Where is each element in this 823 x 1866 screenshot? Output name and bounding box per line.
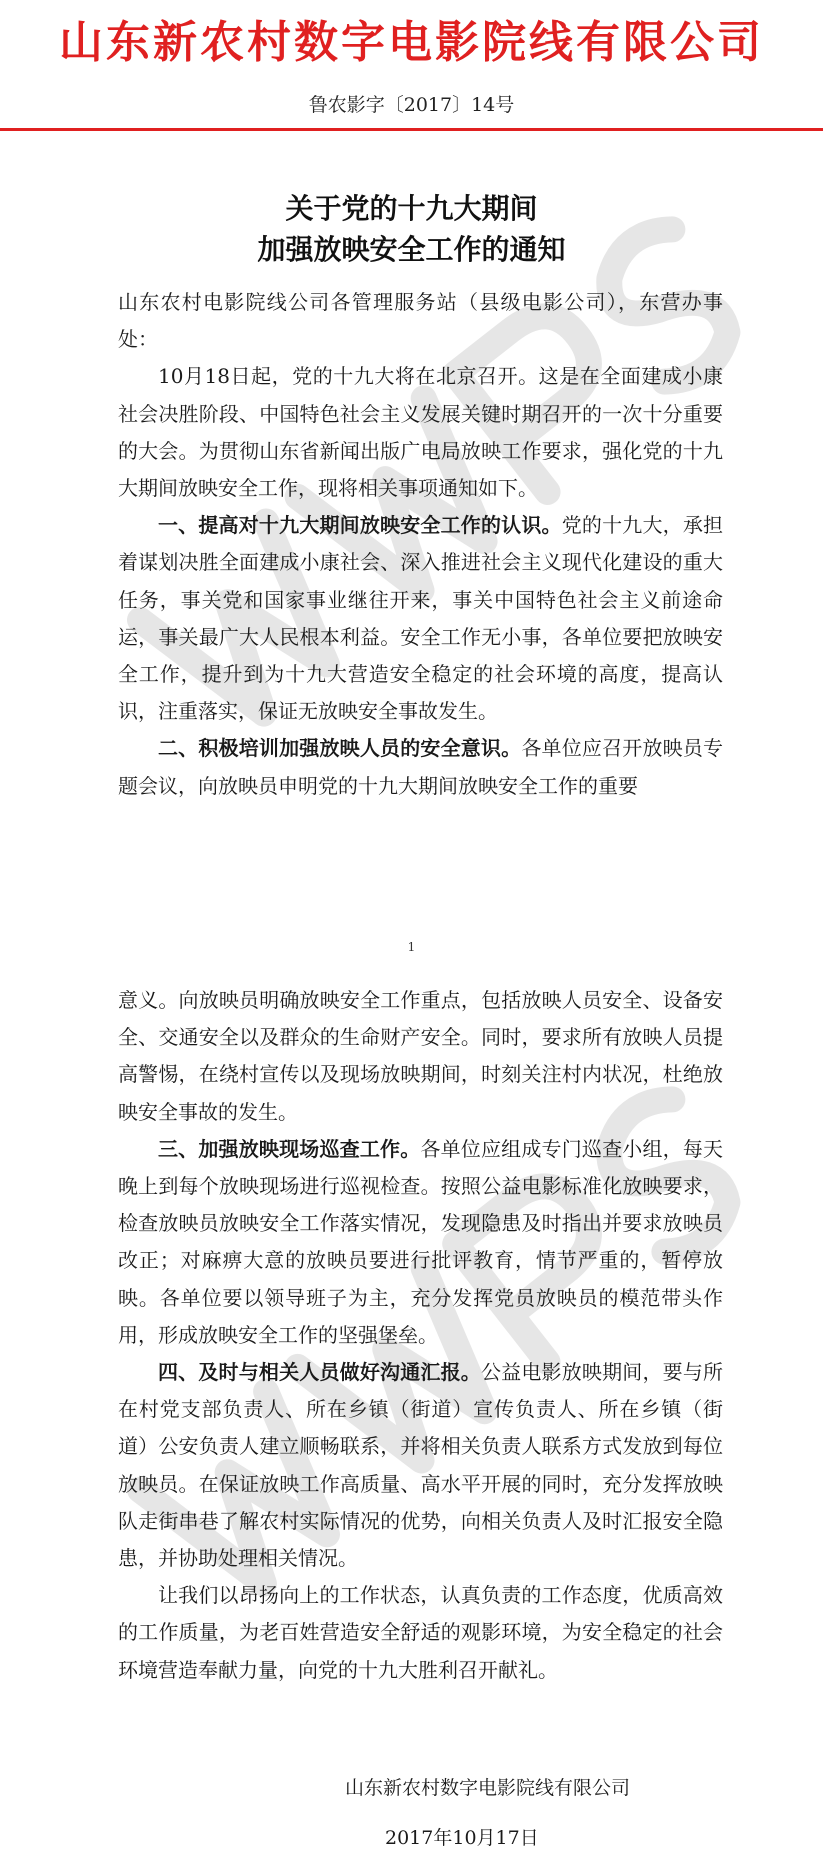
- page-number: 1: [407, 940, 416, 954]
- signature-date: 2017年10月17日: [385, 1827, 539, 1849]
- section-2-part-1: [118, 730, 723, 804]
- section-4-text: 公益电影放映期间，要与所在村党支部负责人、所在乡镇（街道）宣传负责人、所在乡镇（街道）公安负责人建立顺畅联系，并将相关负责人联系方式发放到每位放映员。在保证放映工作高质量、高水平开展的同时，充分发挥放映队走街串巷了解农村实际情况的优势，向相关负责人及时汇报安全隐患，并协助处理相关情况。: [118, 1360, 724, 1571]
- organization-header: 山东新农村数字电影院线有限公司: [59, 17, 764, 68]
- document-number: 鲁农影字〔2017〕14号: [308, 94, 515, 116]
- section-1: [118, 507, 723, 730]
- section-3-text: 各单位应组成专门巡查小组，每天晚上到每个放映现场进行巡视检查。按照公益电影标准化放映要求，检查放映员放映安全工作落实情况，发现隐患及时指出并要求放映员改正；对麻痹大意的放映员要进行批评教育，情节严重的，暂停放映。各单位要以领导班子为主，充分发挥党员放映员的模范带头作用，形成放映安全工作的坚强堡垒。: [118, 1136, 724, 1347]
- section-3-heading: 三、加强放映现场巡查工作。: [158, 1136, 421, 1161]
- closing-paragraph: 让我们以昂扬向上的工作状态，认真负责的工作态度，优质高效的工作质量，为老百姓营造安全舒适的观影环境，为安全稳定的社会环境营造奉献力量，向党的十九大胜利召开献礼。: [118, 1583, 723, 1682]
- document-title-line-1: 关于党的十九大期间: [285, 192, 538, 225]
- section-4-heading: 四、及时与相关人员做好沟通汇报。: [158, 1360, 481, 1385]
- body-text-upper: [118, 284, 723, 805]
- section-3: [118, 1131, 723, 1354]
- signature-organization: 山东新农村数字电影院线有限公司: [345, 1777, 631, 1799]
- section-1-heading: 一、提高对十九大期间放映安全工作的认识。: [158, 513, 562, 538]
- header-red-rule: [0, 128, 823, 131]
- section-2-heading: 二、积极培训加强放映人员的安全意识。: [158, 736, 522, 761]
- document-title-line-2: 加强放映安全工作的通知: [257, 233, 566, 266]
- addressee: 山东农村电影院线公司各管理服务站（县级电影公司），东营办事处：: [118, 290, 723, 352]
- body-text-lower: [118, 982, 723, 1689]
- section-4: [118, 1354, 723, 1577]
- section-2-part-2: 意义。向放映员明确放映安全工作重点，包括放映人员安全、设备安全、交通安全以及群众的生命财产安全。同时，要求所有放映人员提高警惕，在绕村宣传以及现场放映期间，时刻关注村内状况，杜绝放映安全事故的发生。: [118, 988, 723, 1124]
- intro-paragraph: 10月18日起，党的十九大将在北京召开。这是在全面建成小康社会决胜阶段、中国特色社会主义发展关键时期召开的一次十分重要的大会。为贯彻山东省新闻出版广电局放映工作要求，强化党的十九大期间放映安全工作，现将相关事项通知如下。: [118, 364, 723, 501]
- section-1-text: 党的十九大，承担着谋划决胜全面建成小康社会、深入推进社会主义现代化建设的重大任务，事关党和国家事业继往开来，事关中国特色社会主义前途命运，事关最广大人民根本利益。安全工作无小事，各单位要把放映安全工作，提升到为十九大营造安全稳定的社会环境的高度，提高认识，注重落实，保证无放映安全事故发生。: [118, 513, 724, 724]
- section-2-text-before-break: 各单位应召开放映员专题会议，向放映员申明党的十九大期间放映安全工作的重要: [118, 736, 724, 798]
